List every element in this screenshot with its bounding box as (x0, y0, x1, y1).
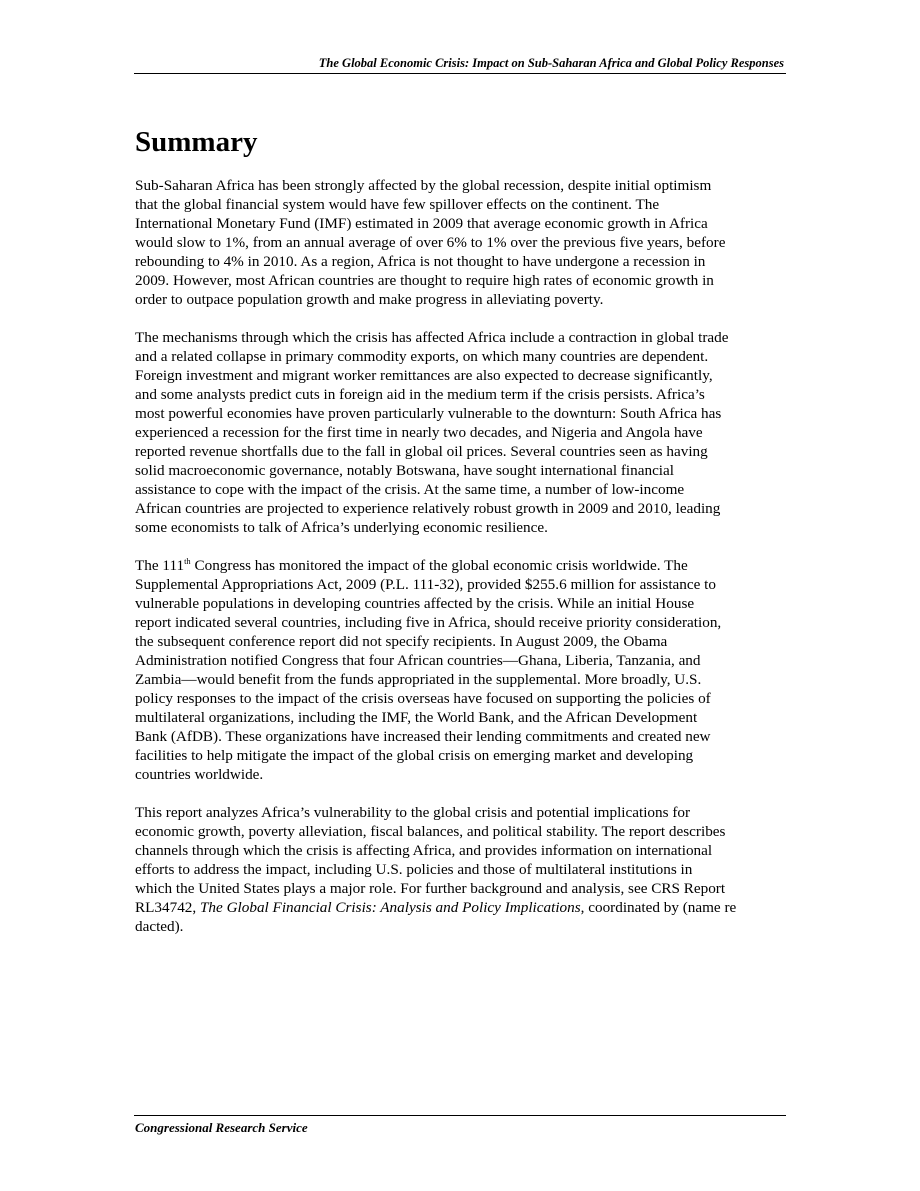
paragraph-congress (135, 556, 795, 784)
text-line: Sub-Saharan Africa has been strongly affected by the global recession, despite initial optimism (135, 177, 712, 194)
text-line: Zambia—would benefit from the funds appropriated in the supplemental. More broadly, U.S. (135, 671, 702, 688)
congress-number-text: The 111 (135, 557, 185, 574)
text-line: economic growth, poverty alleviation, fiscal balances, and political stability. The report describes (135, 823, 726, 840)
text-line (135, 898, 795, 917)
text-line: report indicated several countries, including five in Africa, should receive priority consideration, (135, 614, 722, 631)
ordinal-superscript: th (184, 556, 191, 566)
text-line: International Monetary Fund (IMF) estimated in 2009 that average economic growth in Africa (135, 215, 708, 232)
running-header (134, 55, 786, 74)
cited-report-title: The Global Financial Crisis: Analysis and Policy Implications (199, 899, 581, 916)
text-line: and some analysts predict cuts in foreign aid in the medium term if the crisis persists. Africa’s (135, 386, 705, 403)
text-line (135, 556, 795, 575)
text-line: experienced a recession for the first time in nearly two decades, and Nigeria and Angola have (135, 424, 703, 441)
text-line: Foreign investment and migrant worker remittances are also expected to decrease significantly, (135, 367, 713, 384)
text-line: facilities to help mitigate the impact of the global crisis on emerging market and developing (135, 747, 694, 764)
text-line: channels through which the crisis is affecting Africa, and provides information on international (135, 842, 713, 859)
text-line: order to outpace population growth and make progress in alleviating poverty. (135, 291, 604, 308)
text-line: multilateral organizations, including the IMF, the World Bank, and the African Development (135, 709, 698, 726)
text-line: 2009. However, most African countries are thought to require high rates of economic growth in (135, 272, 714, 289)
text-line: countries worldwide. (135, 766, 264, 783)
text-line: and a related collapse in primary commodity exports, on which many countries are dependent. (135, 348, 709, 365)
text-line: efforts to address the impact, including U.S. policies and those of multilateral institutions in (135, 861, 693, 878)
paragraph-overview (135, 176, 795, 309)
text-line: assistance to cope with the impact of the crisis. At the same time, a number of low-income (135, 481, 685, 498)
text-line: Supplemental Appropriations Act, 2009 (P.L. 111-32), provided $255.6 million for assistance to (135, 576, 716, 593)
text-line: would slow to 1%, from an annual average of over 6% to 1% over the previous five years, before (135, 234, 726, 251)
text-line: some economists to talk of Africa’s underlying economic resilience. (135, 519, 548, 536)
page-footer (134, 1115, 786, 1135)
paragraph-mechanisms (135, 328, 795, 537)
text-line: most powerful economies have proven particularly vulnerable to the downturn: South Africa has (135, 405, 722, 422)
footer-publisher: Congressional Research Service (135, 1120, 308, 1135)
text-line: which the United States plays a major role. For further background and analysis, see CRS Report (135, 880, 726, 897)
text-line: policy responses to the impact of the crisis overseas have focused on supporting the policies of (135, 690, 711, 707)
text-line: The mechanisms through which the crisis has affected Africa include a contraction in global trade (135, 329, 729, 346)
text-line: reported revenue shortfalls due to the fall in global oil prices. Several countries seen as having (135, 443, 708, 460)
text-line: African countries are projected to experience relatively robust growth in 2009 and 2010, leading (135, 500, 721, 517)
text-line: vulnerable populations in developing countries affected by the crisis. While an initial House (135, 595, 695, 612)
text-line: solid macroeconomic governance, notably Botswana, have sought international financial (135, 462, 674, 479)
report-number-text: RL34742, (135, 899, 200, 916)
text-line: dacted). (135, 918, 184, 935)
text-line: Bank (AfDB). These organizations have increased their lending commitments and created new (135, 728, 711, 745)
text-line: that the global financial system would have few spillover effects on the continent. The (135, 196, 660, 213)
congress-line-rest: Congress has monitored the impact of the global economic crisis worldwide. The (190, 557, 688, 574)
text-line: rebounding to 4% in 2010. As a region, Africa is not thought to have undergone a recession in (135, 253, 706, 270)
running-header-title: The Global Economic Crisis: Impact on Sub-Saharan Africa and Global Policy Responses (318, 56, 784, 70)
citation-line-rest: , coordinated by (name re (580, 899, 737, 916)
summary-body (135, 176, 795, 955)
paragraph-report-scope (135, 803, 795, 936)
text-line: the subsequent conference report did not specify recipients. In August 2009, the Obama (135, 633, 668, 650)
text-line: Administration notified Congress that four African countries—Ghana, Liberia, Tanzania, and (135, 652, 701, 669)
section-title: Summary (135, 126, 258, 158)
text-line: This report analyzes Africa’s vulnerability to the global crisis and potential implications for (135, 804, 691, 821)
